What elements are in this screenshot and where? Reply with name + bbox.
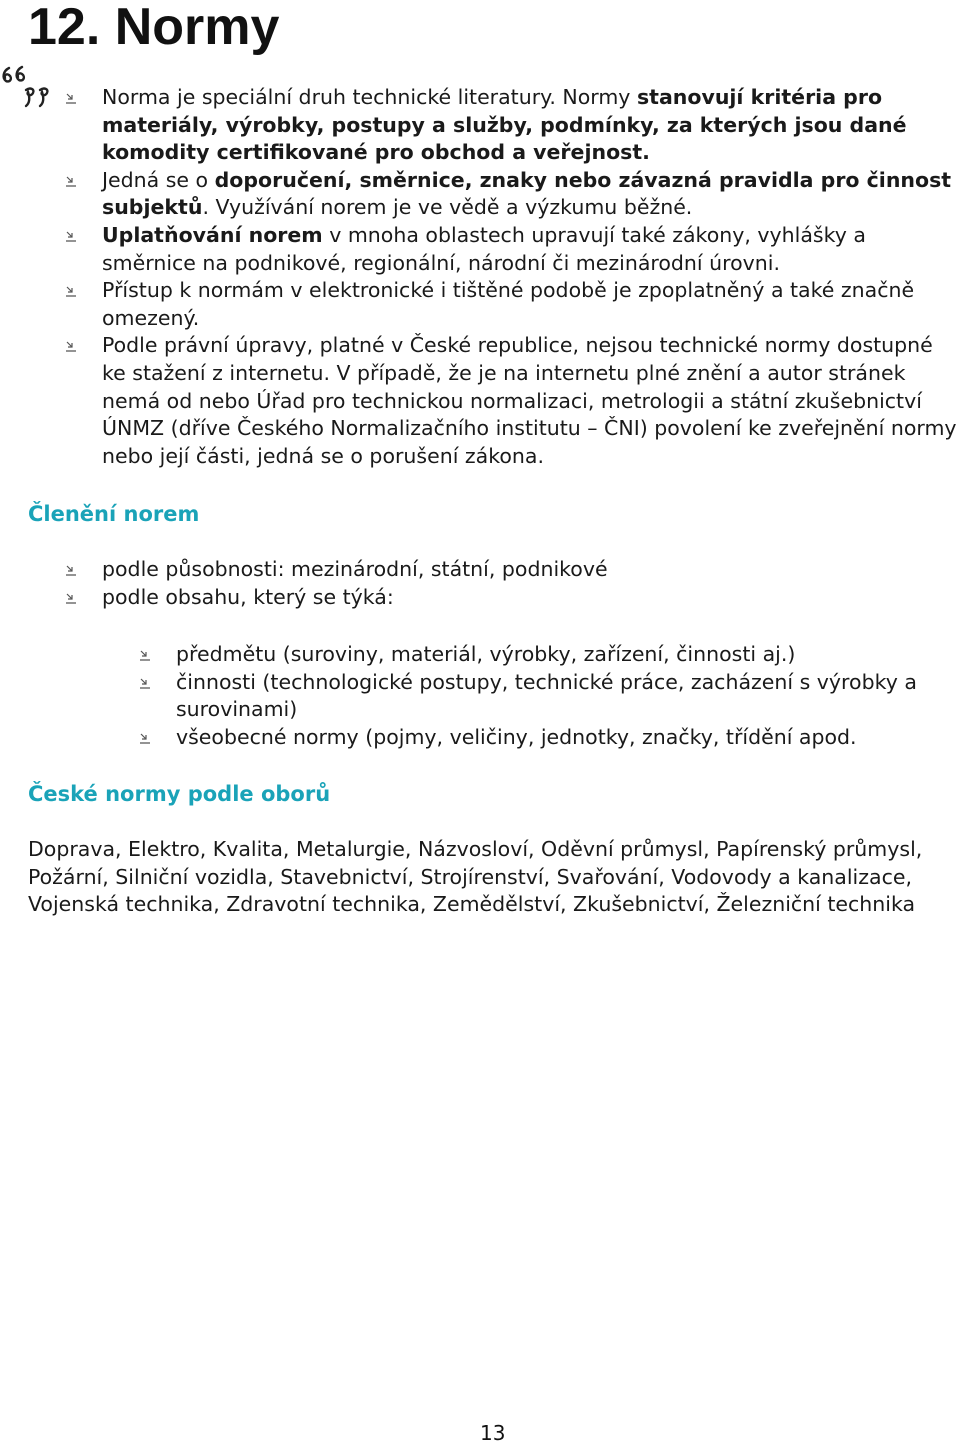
content-subtype-item	[176, 641, 956, 669]
bold-text: doporučení, směrnice, znaky nebo závazná pravidla pro činnost subjektů	[102, 167, 952, 220]
bullet-arrow-icon	[138, 731, 152, 745]
text: . Využívání norem je ve vědě a výzkumu běžné.	[202, 195, 693, 220]
bullet-arrow-icon	[64, 591, 78, 605]
section-heading-obory: České normy podle oborů	[28, 782, 331, 806]
content-subtypes-list	[176, 641, 956, 751]
section-heading-cleneni: Členění norem	[28, 502, 200, 526]
text: Jedná se o	[102, 167, 215, 192]
content-subtype-item-label: předmětu (suroviny, materiál, výrobky, zařízení, činnosti aj.)	[176, 642, 796, 666]
classification-item	[102, 584, 942, 612]
classification-item	[102, 556, 942, 584]
bold-text: Uplatňování norem	[102, 222, 323, 247]
bullet-arrow-icon	[64, 174, 78, 188]
intro-item	[102, 84, 960, 167]
page-number: 13	[480, 1421, 506, 1445]
bullet-arrow-icon	[64, 229, 78, 243]
bullet-arrow-icon	[138, 676, 152, 690]
classification-item-label: podle obsahu, který se týká:	[102, 584, 394, 609]
classification-item-label: podle působnosti: mezinárodní, státní, podnikové	[102, 557, 608, 581]
text: Norma je speciální druh technické literatury. Normy	[102, 85, 637, 109]
content-subtype-item	[176, 669, 956, 724]
intro-item	[102, 277, 960, 332]
text: v mnoha oblastech upravují také zákony, vyhlášky a směrnice na podnikové, regionální, národní či mezinárodní úrovni.	[102, 222, 866, 275]
content-subtype-item-label: všeobecné normy (pojmy, veličiny, jednotky, značky, třídění apod.	[176, 724, 857, 749]
bullet-arrow-icon	[64, 284, 78, 298]
text: Přístup k normám v elektronické i tištěné podobě je zpoplatněný a také značně omezený.	[102, 278, 915, 330]
bullet-arrow-icon	[64, 339, 78, 353]
bullet-arrow-icon	[138, 648, 152, 662]
intro-item	[102, 222, 960, 277]
content-subtype-item-label: činnosti (technologické postupy, technické práce, zacházení s výrobky a surovinami)	[176, 669, 917, 722]
fields-list-text: Doprava, Elektro, Kvalita, Metalurgie, Názvosloví, Oděvní průmysl, Papírenský průmysl, Požární, Silniční vozidla, Stavebnictví, Strojírenství, Svařování, Vodovody a kanalizace, Vojenská technika, Zdravotní technika, Zemědělství, Zkušebnictví, Železniční technika	[28, 837, 923, 917]
bold-text: stanovují kritéria pro materiály, výrobky, postupy a služby, podmínky, za kterých jsou dané komodity certifikované pro obchod a veřejnost.	[102, 85, 907, 165]
intro-list	[102, 84, 960, 470]
page-title: 12. Normy	[28, 0, 280, 56]
intro-item	[102, 167, 960, 222]
quote-mark-icon	[0, 62, 58, 112]
text: Podle právní úpravy, platné v České republice, nejsou technické normy dostupné ke stažení z internetu. V případě, že je na internetu plné znění a autor stránek nemá od nebo Úřad pro technickou normalizaci, metrologii a státní zkušebnictví ÚNMZ (dříve Českého Normalizačního institutu – ČNI) povolení ke zveřejnění normy nebo její části, jedná se o porušení zákona.	[102, 333, 957, 468]
classification-list	[102, 556, 942, 611]
content-subtype-item	[176, 724, 956, 752]
bullet-arrow-icon	[64, 91, 78, 105]
bullet-arrow-icon	[64, 563, 78, 577]
intro-item	[102, 332, 960, 470]
